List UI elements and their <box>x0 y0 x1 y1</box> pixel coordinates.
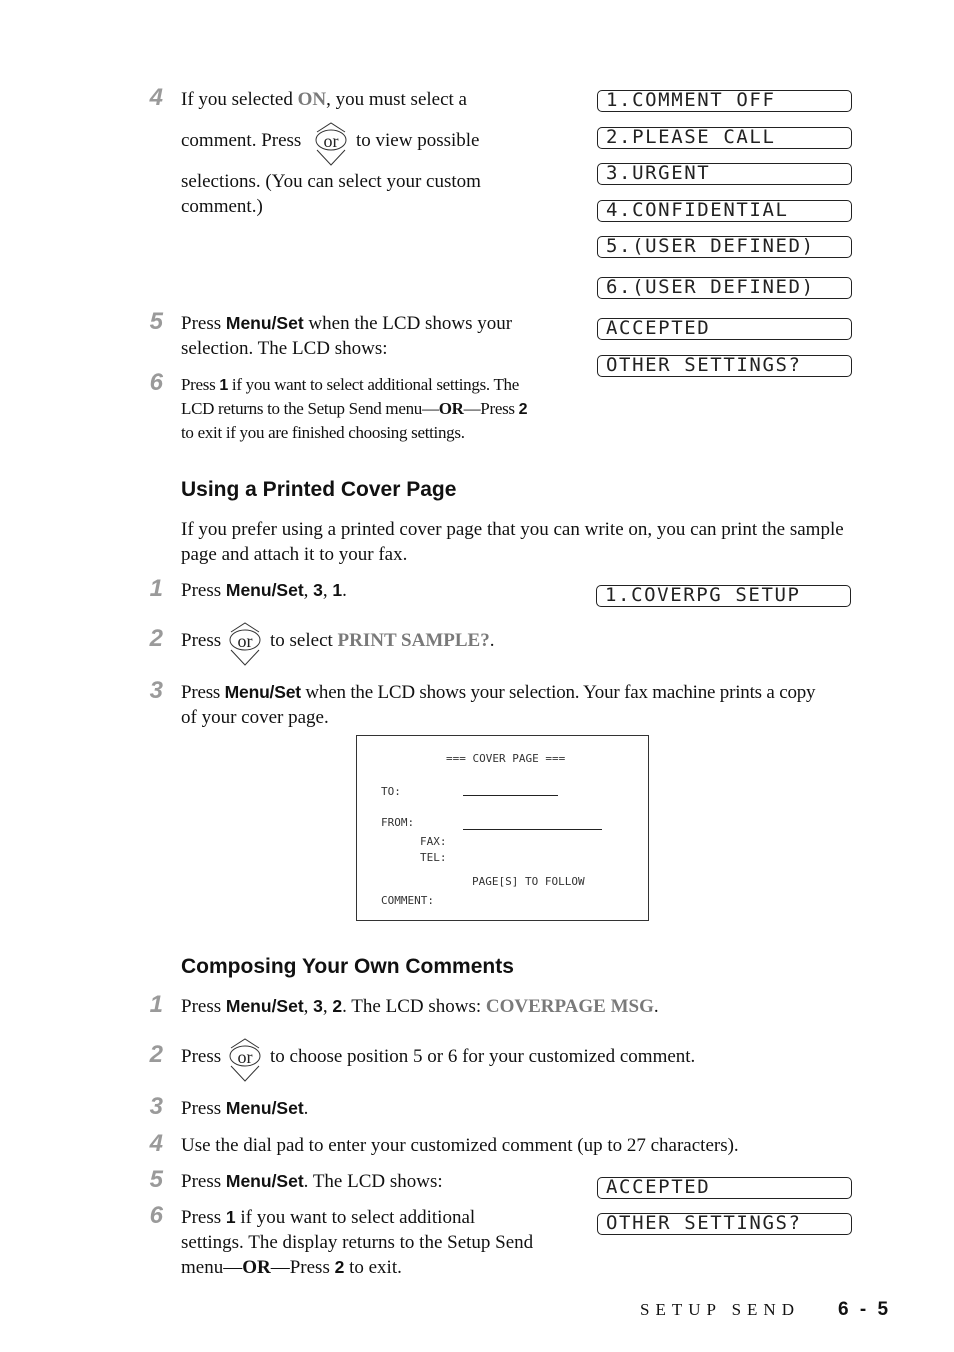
step-text: Press 1 if you want to select additional settings. The <box>181 375 520 394</box>
step-number: 1 <box>149 991 163 1018</box>
lcd-display: ACCEPTED <box>597 318 852 340</box>
lcd-display: 6.(USER DEFINED) <box>597 277 852 299</box>
step-number: 4 <box>149 1130 163 1157</box>
svg-text:or: or <box>323 131 339 151</box>
lcd-display: ACCEPTED <box>597 1177 852 1199</box>
lcd-display: 2.PLEASE CALL <box>597 127 852 149</box>
cover-pages-label: PAGE[S] TO FOLLOW <box>472 875 585 888</box>
lcd-display: 1.COMMENT OFF <box>597 90 852 112</box>
step-text: Use the dial pad to enter your customized comment (up to 27 characters). <box>181 1135 739 1156</box>
section-heading: Using a Printed Cover Page <box>181 478 457 501</box>
section-heading: Composing Your Own Comments <box>181 955 514 978</box>
step-text: Press Menu/Set when the LCD shows your selection. Your fax machine prints a copy <box>181 682 816 703</box>
step-text: comment.) <box>181 196 263 217</box>
footer-section-title: SETUP SEND <box>640 1300 800 1319</box>
step-text: menu—OR—Press 2 to exit. <box>181 1257 402 1278</box>
step-number: 3 <box>149 1093 163 1120</box>
step-text: Press <box>181 630 222 651</box>
step-text: selection. The LCD shows: <box>181 338 388 359</box>
lcd-display: 5.(USER DEFINED) <box>597 236 852 258</box>
cover-from-label: FROM: <box>381 816 415 829</box>
svg-text:or: or <box>237 1047 253 1067</box>
step-number: 4 <box>149 84 163 111</box>
step-text: of your cover page. <box>181 707 329 728</box>
step-number: 6 <box>149 1202 163 1229</box>
step-text: Press Menu/Set, 3, 2. The LCD shows: COVERPAGE MSG. <box>181 996 659 1017</box>
step-text: to select PRINT SAMPLE?. <box>270 630 495 651</box>
step-number: 5 <box>149 308 163 335</box>
step-number: 3 <box>149 677 163 704</box>
or-scroll-button-icon <box>228 620 262 668</box>
step-number: 5 <box>149 1166 163 1193</box>
lcd-display: 3.URGENT <box>597 163 852 185</box>
paragraph: page and attach it to your fax. <box>181 544 408 565</box>
step-text: to choose position 5 or 6 for your customized comment. <box>270 1046 696 1067</box>
to-line <box>463 795 558 796</box>
step-text: Press Menu/Set. <box>181 1098 309 1119</box>
step-text: to view possible <box>356 130 480 151</box>
step-number: 6 <box>149 369 163 396</box>
or-scroll-button-icon <box>228 1036 262 1084</box>
from-line <box>463 829 602 830</box>
step-text: comment. Press <box>181 130 302 151</box>
step-text: Press Menu/Set. The LCD shows: <box>181 1171 443 1192</box>
cover-tel-label: TEL: <box>420 851 447 864</box>
step-text: Press Menu/Set, 3, 1. <box>181 580 347 601</box>
lcd-display: 1.COVERPG SETUP <box>596 585 851 607</box>
step-text: Press 1 if you want to select additional <box>181 1207 476 1228</box>
or-scroll-button-icon <box>314 120 348 168</box>
step-number: 2 <box>149 1041 163 1068</box>
step-text: Press Menu/Set when the LCD shows your <box>181 313 513 334</box>
cover-fax-label: FAX: <box>420 835 447 848</box>
lcd-display: 4.CONFIDENTIAL <box>597 200 852 222</box>
step-text: to exit if you are finished choosing settings. <box>181 423 465 442</box>
lcd-display: OTHER SETTINGS? <box>597 1213 852 1235</box>
paragraph: If you prefer using a printed cover page that you can write on, you can print the sample <box>181 519 844 540</box>
lcd-display: OTHER SETTINGS? <box>597 355 852 377</box>
cover-title: === COVER PAGE === <box>446 752 566 765</box>
step-text: Press <box>181 1046 222 1067</box>
step-text: settings. The display returns to the Setup Send <box>181 1232 534 1253</box>
cover-comment-label: COMMENT: <box>381 894 434 907</box>
svg-text:or: or <box>237 631 253 651</box>
page-number: 6 - 5 <box>838 1299 892 1320</box>
step-text: selections. (You can select your custom <box>181 171 481 192</box>
step-text: LCD returns to the Setup Send menu—OR—Press 2 <box>181 399 528 418</box>
step-text: If you selected ON, you must select a <box>181 89 467 110</box>
step-number: 1 <box>149 575 163 602</box>
cover-to-label: TO: <box>381 785 401 798</box>
cover-page-sample <box>356 735 649 921</box>
step-number: 2 <box>149 625 163 652</box>
